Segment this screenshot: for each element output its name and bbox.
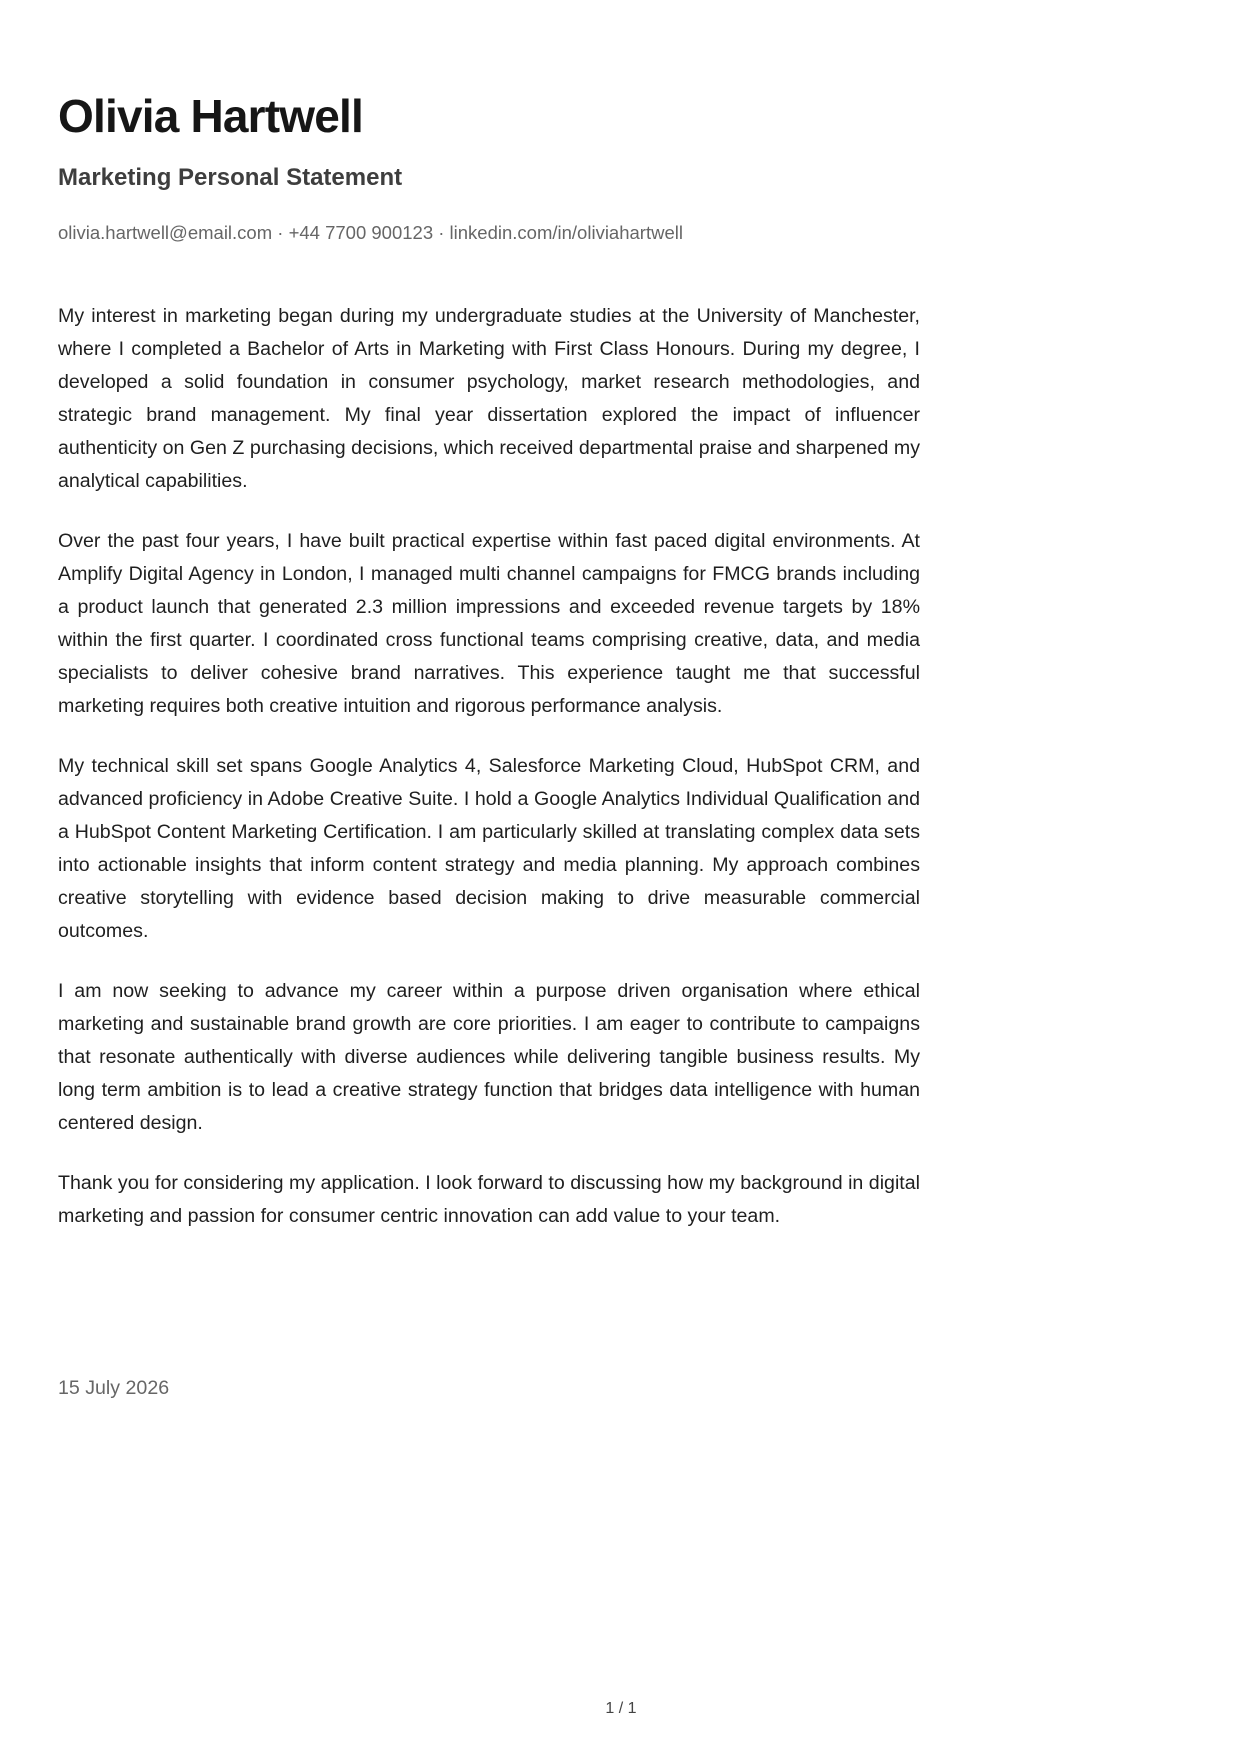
statement-paragraph: My interest in marketing began during my undergraduate studies at the University of Manchester, where I completed a Bachelor of Arts in Marketing with First Class Honours. During my degree, I developed a solid foundation in consumer psychology, market research methodologies, and strategic brand management. My final year dissertation explored the impact of influencer authenticity on Gen Z purchasing decisions, which received departmental praise and sharpened my analytical capabilities. <box>58 305 920 492</box>
author-name: Olivia Hartwell <box>58 90 364 142</box>
statement-paragraph: Over the past four years, I have built practical expertise within fast paced digital environments. At Amplify Digital Agency in London, I managed multi channel campaigns for FMCG brands including a product launch that generated 2.3 million impressions and exceeded revenue targets by 18% within the first quarter. I coordinated cross functional teams comprising creative, data, and media specialists to deliver cohesive brand narratives. This experience taught me that successful marketing requires both creative intuition and rigorous performance analysis. <box>58 530 920 717</box>
statement-paragraph: Thank you for considering my application. I look forward to discussing how my background in digital marketing and passion for consumer centric innovation can add value to your team. <box>58 1172 920 1227</box>
statement-paragraph: I am now seeking to advance my career within a purpose driven organisation where ethical marketing and sustainable brand growth are core priorities. I am eager to contribute to campaigns that resonate authentically with diverse audiences while delivering tangible business results. My long term ambition is to lead a creative strategy function that bridges data intelligence with human centered design. <box>58 980 920 1134</box>
contact-line: olivia.hartwell@email.com · +44 7700 900123 · linkedin.com/in/oliviahartwell <box>58 222 683 243</box>
statement-body <box>58 300 920 1260</box>
statement-date: 15 July 2026 <box>58 1377 170 1399</box>
document-subtitle: Marketing Personal Statement <box>58 164 403 191</box>
page-number: 1 / 1 <box>605 1700 637 1717</box>
statement-paragraph: My technical skill set spans Google Analytics 4, Salesforce Marketing Cloud, HubSpot CRM, and advanced proficiency in Adobe Creative Suite. I hold a Google Analytics Individual Qualification and a HubSpot Content Marketing Certification. I am particularly skilled at translating complex data sets into actionable insights that inform content strategy and media planning. My approach combines creative storytelling with evidence based decision making to drive measurable commercial outcomes. <box>58 755 920 942</box>
